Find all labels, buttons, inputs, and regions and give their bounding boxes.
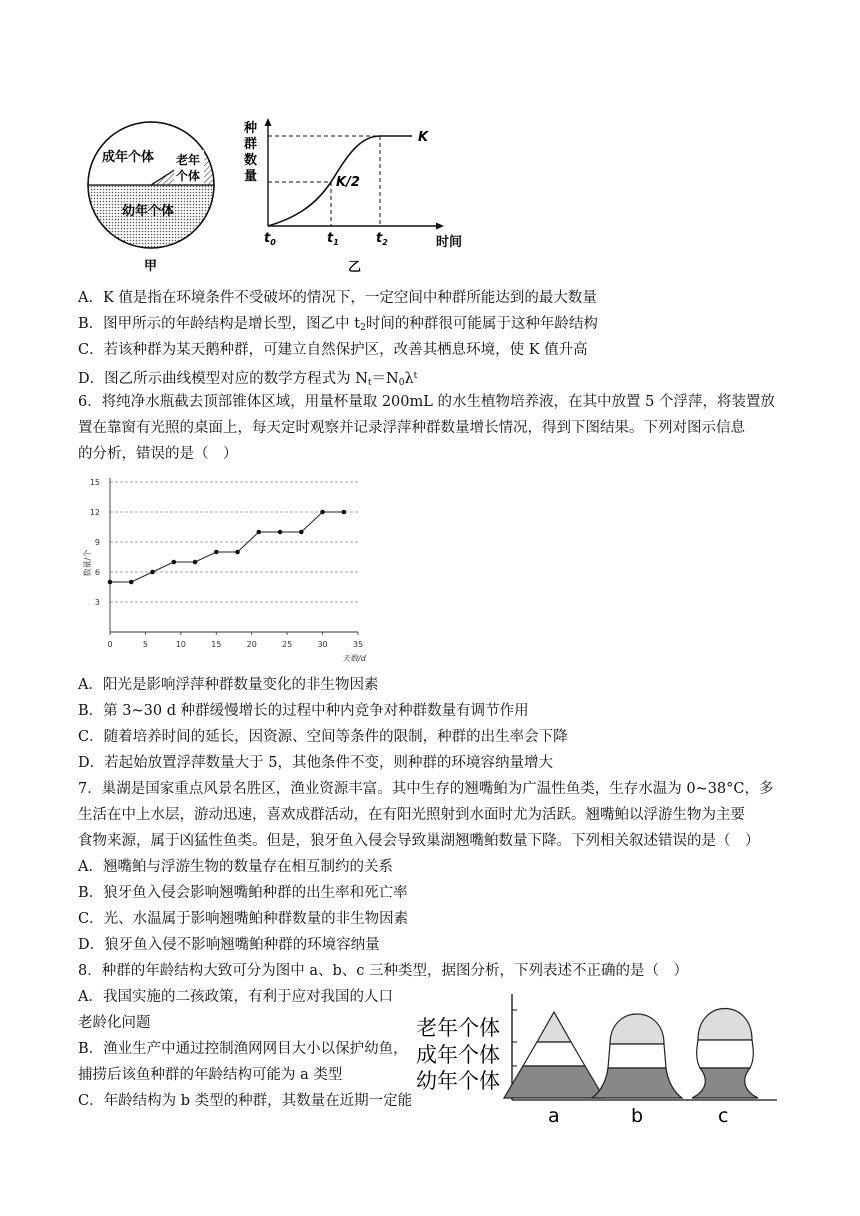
type-b-bell	[592, 1014, 682, 1098]
q6-option-d: D．若起始放置浮萍数量大于 5，其他条件不变，则种群的环境容纳量增大	[78, 755, 553, 771]
y-label-char: 群	[244, 137, 258, 152]
x-tick-label: 10	[175, 640, 186, 649]
q6-option-b: B．第 3~30 d 种群缓慢增长的过程中种内竞争对种群数量有调节作用	[78, 703, 529, 719]
svg-text:t0: $t_0$	[264, 231, 276, 247]
data-point	[235, 550, 240, 555]
label-c: c	[718, 1105, 729, 1127]
q5-option-a: A．K 值是指在环境条件不受破坏的情况下，一定空间中种群所能达到的最大数量	[78, 290, 597, 306]
duckweed-growth-chart	[74, 470, 374, 665]
figure-yi-s-curve	[240, 116, 480, 276]
q5-option-b: B．图甲所示的年龄结构是增长型，图乙中 $t_2$时间的种群很可能属于这种年龄结构	[78, 316, 598, 333]
young-label: 幼年个体	[122, 204, 175, 219]
k-label: K	[418, 130, 429, 145]
t0-label: t	[264, 231, 271, 246]
jia-caption: 甲	[144, 259, 158, 274]
svg-text:t2: $t_2$	[376, 231, 388, 247]
adult-label: 成年个体	[102, 150, 155, 165]
q7-option-a: A．翘嘴鲌与浮游生物的数量存在相互制约的关系	[78, 859, 393, 875]
y-label-char: 数	[244, 153, 258, 168]
q5-option-c: C．若该种群为某天鹅种群，可建立自然保护区，改善其栖息环境，使 K 值升高	[78, 342, 588, 358]
data-point	[257, 530, 262, 535]
q8-stem: 8．种群的年龄结构大致可分为图中 a、b、c 三种类型，据图分析，下列表述不正确的是（ ）	[78, 963, 688, 979]
data-point	[193, 560, 198, 565]
type-a-pyramid	[504, 1012, 604, 1098]
x-tick-label: 25	[282, 640, 293, 649]
x-tick-label: 15	[211, 640, 222, 649]
data-point	[342, 510, 347, 515]
q6-stem-1: 6．将纯净水瓶截去顶部锥体区域，用量杯量取 200mL 的水生植物培养液，在其中放置 5 个浮萍，将装置放	[78, 394, 775, 410]
data-point	[320, 510, 325, 515]
label-b: b	[631, 1105, 644, 1127]
y-tick-label: 12	[89, 508, 100, 517]
age-structure-figure	[412, 990, 787, 1130]
adult-label: 成年个体	[416, 1043, 500, 1067]
y-tick-label: 15	[89, 478, 100, 487]
x-tick-label: 35	[352, 640, 364, 649]
svg-text:t1: $t_1$	[327, 231, 339, 247]
old-label-1: 老年	[176, 153, 201, 167]
y-tick-label: 6	[94, 568, 100, 577]
old-label: 老年个体	[416, 1016, 500, 1040]
young-label: 幼年个体	[416, 1069, 500, 1093]
q7-stem-1: 7．巢湖是国家重点风景名胜区，渔业资源丰富。其中生存的翘嘴鲌为广温性鱼类，生存水温为 0~38°C，多	[78, 781, 774, 797]
q7-stem-3: 食物来源，属于凶猛性鱼类。但是，狼牙鱼入侵会导致巢湖翘嘴鲌数量下降。下列相关叙述错误的是（ ）	[78, 833, 760, 849]
series-line	[110, 512, 344, 582]
q5-option-d: D．图乙所示曲线模型对应的数学方程式为 $N_t=N_0\lambda^t$	[78, 371, 418, 388]
q8-option-a-2: 老龄化问题	[78, 1015, 151, 1031]
t1-label: t	[327, 231, 334, 246]
y-label-char: 种	[244, 121, 258, 136]
old-label-2: 个体	[176, 169, 201, 183]
data-point	[108, 580, 113, 585]
x-label: 时间	[436, 235, 463, 250]
y-label-char: 量	[244, 169, 258, 184]
q6-stem-3: 的分析，错误的是（ ）	[78, 446, 238, 462]
type-c-urn	[692, 1009, 758, 1099]
q7-option-d: D．狼牙鱼入侵不影响翘嘴鲌种群的环境容纳量	[78, 937, 380, 953]
yi-caption: 乙	[348, 260, 362, 275]
q7-option-c: C．光、水温属于影响翘嘴鲌种群数量的非生物因素	[78, 911, 409, 927]
x-tick-label: 0	[107, 640, 113, 649]
x-tick-label: 5	[142, 640, 148, 649]
x-tick-label: 20	[246, 640, 257, 649]
k2-label: K/2	[336, 175, 360, 190]
y-tick-label: 3	[94, 598, 100, 607]
q7-option-b: B．狼牙鱼入侵会影响翘嘴鲌种群的出生率和死亡率	[78, 885, 408, 901]
q8-option-a-1: A．我国实施的二孩政策，有利于应对我国的人口	[78, 989, 393, 1005]
q8-option-b-2: 捕捞后该鱼种群的年龄结构可能为 a 类型	[78, 1067, 343, 1083]
q8-option-b-1: B．渔业生产中通过控制渔网网目大小以保护幼鱼，	[78, 1041, 408, 1057]
y-tick-label: 9	[94, 538, 100, 547]
data-point	[214, 550, 219, 555]
data-point	[278, 530, 283, 535]
data-point	[171, 560, 176, 565]
x-axis-label: 天数/d	[342, 654, 366, 663]
q8-option-c-1: C．年龄结构为 b 类型的种群，其数量在近期一定能	[78, 1093, 413, 1109]
data-point	[129, 580, 134, 585]
q6-option-c: C．随着培养时间的延长，因资源、空间等条件的限制，种群的出生率会下降	[78, 729, 568, 745]
x-tick-label: 30	[317, 640, 328, 649]
t2-label: t	[376, 231, 383, 246]
q6-stem-2: 置在靠窗有光照的桌面上，每天定时观察并记录浮萍种群数量增长情况，得到下图结果。下列对图示信息	[78, 420, 745, 436]
data-point	[150, 570, 155, 575]
q7-stem-2: 生活在中上水层，游动迅速，喜欢成群活动，在有阳光照射到水面时尤为活跃。翘嘴鲌以浮游生物为主要	[78, 807, 745, 823]
q6-option-a: A．阳光是影响浮萍种群数量变化的非生物因素	[78, 677, 379, 693]
data-point	[299, 530, 304, 535]
y-axis-label: 数量/个	[83, 549, 92, 577]
label-a: a	[548, 1105, 560, 1127]
figure-jia-pie	[84, 116, 220, 276]
